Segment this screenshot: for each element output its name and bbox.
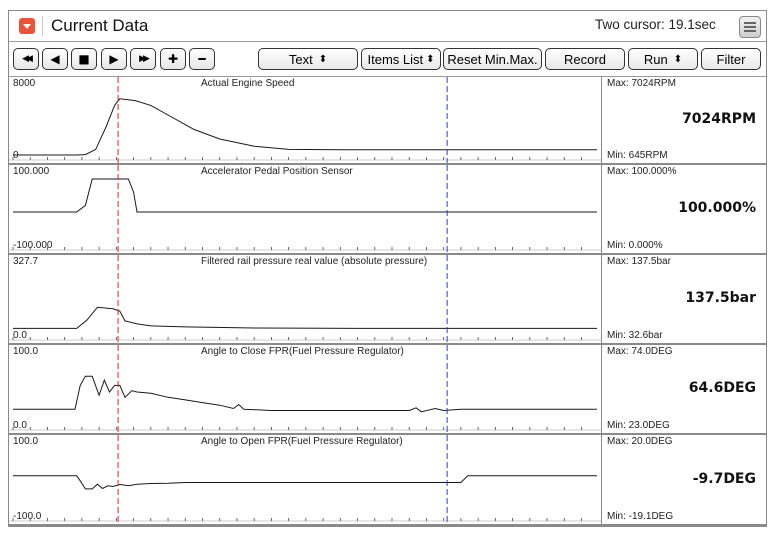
minus-icon: ━ [198, 52, 206, 66]
signal-trace [13, 307, 597, 328]
view-mode-label: Text [288, 51, 313, 67]
min-value-label: Min: 0.000% [607, 240, 663, 251]
run-label: Run [643, 51, 668, 67]
graph-plot-area[interactable] [9, 165, 601, 253]
graph-plot-area[interactable] [9, 345, 601, 433]
play-icon: ▶ [109, 52, 119, 66]
graph-plot-area[interactable] [9, 435, 601, 524]
dropdown-arrow-icon: ⬍ [426, 53, 435, 65]
graph-title: Actual Engine Speed [201, 78, 295, 89]
rewind-icon: ◀◀ [22, 54, 30, 64]
zoom-out-button[interactable] [189, 48, 215, 70]
fast-forward-button[interactable] [130, 48, 156, 70]
signal-graph [9, 165, 601, 253]
chevron-down-icon[interactable] [19, 18, 35, 34]
graph-title: Angle to Close FPR(Fuel Pressure Regulator) [201, 346, 404, 357]
cursor-readout: Two cursor: 19.1sec [595, 17, 716, 32]
y-axis-min-label: -100.000 [13, 240, 53, 251]
y-axis-min-label: 0.0 [13, 420, 27, 431]
zoom-in-button[interactable] [160, 48, 186, 70]
reset-min-max-button[interactable]: Reset Min.Max. [443, 48, 542, 70]
y-axis-min-label: 0 [13, 150, 19, 161]
max-value-label: Max: 74.0DEG [607, 346, 673, 357]
data-graph-panels [9, 77, 766, 526]
filter-button[interactable]: Filter [701, 48, 761, 70]
rewind-button[interactable] [13, 48, 39, 70]
view-mode-select[interactable] [258, 48, 358, 70]
graph-panel[interactable] [9, 255, 766, 345]
graph-panel[interactable] [9, 345, 766, 435]
current-value: 64.6DEG [688, 380, 756, 396]
signal-trace [13, 476, 597, 489]
value-info-box [601, 255, 766, 343]
y-axis-max-label: 100.0 [13, 436, 39, 447]
window-header [9, 11, 766, 42]
signal-graph [9, 77, 601, 163]
max-value-label: Max: 100.000% [607, 166, 677, 177]
graph-panel[interactable] [9, 435, 766, 526]
play-button[interactable] [101, 48, 127, 70]
min-value-label: Min: 32.6bar [607, 330, 663, 341]
signal-trace [13, 179, 597, 212]
header-divider [42, 16, 43, 36]
signal-trace [13, 376, 597, 412]
min-value-label: Min: -19.1DEG [607, 511, 674, 522]
value-info-box [601, 77, 766, 163]
value-info-box [601, 435, 766, 524]
current-value: -9.7DEG [692, 470, 756, 487]
graph-plot-area[interactable] [9, 77, 601, 163]
y-axis-max-label: 327.7 [13, 256, 39, 267]
graph-plot-area[interactable] [9, 255, 601, 343]
current-value: 100.000% [678, 200, 756, 216]
max-value-label: Max: 20.0DEG [607, 436, 673, 447]
y-axis-max-label: 100.000 [13, 166, 50, 177]
window-title: Current Data [51, 16, 149, 35]
current-data-window [8, 10, 767, 527]
signal-trace [13, 99, 597, 155]
dropdown-arrow-icon: ⬍ [673, 53, 683, 65]
current-value: 137.5bar [685, 290, 756, 306]
y-axis-max-label: 8000 [13, 78, 36, 89]
stop-button[interactable] [71, 48, 97, 70]
graph-title: Filtered rail pressure real value (absolute pressure) [201, 256, 428, 267]
min-value-label: Min: 23.0DEG [607, 420, 670, 431]
signal-graph [9, 435, 601, 524]
y-axis-min-label: -100.0 [13, 511, 42, 522]
fast-forward-icon: ▶▶ [139, 54, 147, 64]
list-menu-icon[interactable] [739, 16, 761, 38]
run-select[interactable] [628, 48, 698, 70]
signal-graph [9, 345, 601, 433]
step-back-button[interactable] [42, 48, 68, 70]
items-list-label: Items List [367, 51, 424, 67]
current-value: 7024RPM [682, 111, 756, 127]
step-back-icon: ◀ [50, 52, 60, 66]
y-axis-max-label: 100.0 [13, 346, 39, 357]
value-info-box [601, 165, 766, 253]
value-info-box [601, 345, 766, 433]
graph-panel[interactable] [9, 77, 766, 165]
record-button[interactable]: Record [545, 48, 625, 70]
toolbar [9, 42, 766, 77]
dropdown-arrow-icon: ⬍ [318, 53, 328, 65]
items-list-select[interactable] [361, 48, 441, 70]
graph-panel[interactable] [9, 165, 766, 255]
graph-title: Accelerator Pedal Position Sensor [201, 166, 353, 177]
y-axis-min-label: 0.0 [13, 330, 27, 341]
max-value-label: Max: 7024RPM [607, 78, 676, 89]
signal-graph [9, 255, 601, 343]
stop-icon: ■ [78, 52, 90, 66]
min-value-label: Min: 645RPM [607, 150, 668, 161]
plus-icon: ✚ [167, 52, 179, 66]
graph-title: Angle to Open FPR(Fuel Pressure Regulator) [201, 436, 403, 447]
max-value-label: Max: 137.5bar [607, 256, 671, 267]
